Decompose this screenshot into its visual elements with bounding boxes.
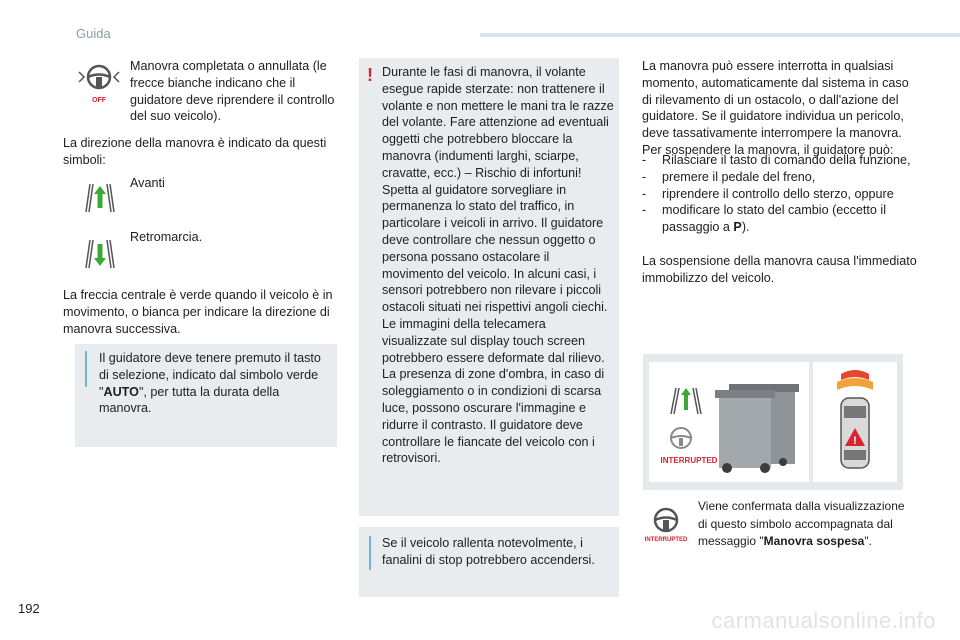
interrupted-illustration <box>643 354 903 490</box>
header-bar <box>480 33 960 37</box>
svg-text:!: ! <box>853 435 857 447</box>
svg-text:OFF: OFF <box>92 97 106 104</box>
forward-arrow-icon <box>80 182 120 214</box>
brake-lights-note-box <box>359 527 619 597</box>
svg-text:INTERRUPTED: INTERRUPTED <box>644 537 688 543</box>
warning-icon: ! <box>367 65 373 85</box>
display-screen-illustration <box>649 362 809 482</box>
watermark: carmanualsonline.info <box>711 608 936 633</box>
note-bar <box>85 351 87 387</box>
reverse-arrow-icon <box>80 238 120 270</box>
arrow-color-text: La freccia centrale è verde quando il veicolo è in movimento, o bianca per indicare la direzione di manovra successiva. <box>63 288 333 336</box>
suspension-text: La sospensione della manovra causa l'immediato immobilizzo del veicolo. <box>642 254 917 285</box>
svg-text:INTERRUPTED: INTERRUPTED <box>660 456 718 465</box>
auto-note-box <box>75 344 337 447</box>
list-item: - premere il pedale del freno, <box>642 169 917 186</box>
direction-intro-text: La direzione della manovra è indicato da questi simboli: <box>63 136 327 167</box>
maneuver-done-text: Manovra completata o annullata (le frecce bianche indicano che il guidatore deve riprendere il controllo del suo veicolo). <box>130 59 335 124</box>
interrupt-intro-text: La manovra può essere interrotta in qualsiasi momento, automaticamente dal sistema in caso di rilevamento di un ostacolo, o dall'azione del guidatore. Se il guidatore individua un pericolo, deve tassativamente interrompere la manovra. Per sospendere la manovra, il guidatore può: <box>642 59 909 157</box>
note-bar <box>369 536 371 570</box>
list-item: - modificare lo stato del cambio (eccetto il passaggio a P). <box>642 202 917 236</box>
warning-box <box>359 58 619 516</box>
list-item: - riprendere il controllo dello sterzo, oppure <box>642 186 917 203</box>
gear-p-label: P <box>733 220 742 235</box>
manovra-sospesa-message: Manovra sospesa <box>763 534 865 548</box>
forward-label: Avanti <box>130 176 165 190</box>
page-number: 192 <box>18 601 40 616</box>
steering-interrupted-icon <box>642 506 690 544</box>
warning-text: Durante le fasi di manovra, il volante esegue rapide sterzate: non trattenere il volante e non mettere le mani tra le razze del volante. Fare attenzione ad eventuali oggetti che potrebbero bloccare la manovra (indumenti larghi, sciarpe, cravatte, ecc.) – Rischio di infortuni! Spetta al guidatore sorvegliare in permanenza lo stato del traffico, in particolare i veicoli in arrivo. Il guidatore deve controllare che nessun oggetto o persona possano ostacolare il movimento del veicolo. In alcuni casi, i sensori potrebbero non rilevare i piccoli ostacoli situati nei rispettivi angoli ciechi. Le immagini della telecamera visualizzate sul display touch screen potrebbero essere deformate dal rilievo. La presenza di zone d'ombra, in caso di soleggiamento o in condizioni di scarsa luce, possono oscurare l'immagine e ridurre il contrasto. Il guidatore deve controllare le fiancate del veicolo con i retrovisori. <box>382 65 614 466</box>
brake-lights-note-text: Se il veicolo rallenta notevolmente, i fanalini di stop potrebbero accendersi. <box>382 536 595 567</box>
confirm-text: Viene confermata dalla visualizzazione di questo simbolo accompagnata dal messaggio "Manovra sospesa". <box>698 499 905 548</box>
header-title: Guida <box>76 26 111 41</box>
car-topview-illustration <box>813 362 897 482</box>
reverse-label: Retromarcia. <box>130 230 203 244</box>
suspend-steps-list <box>642 152 917 236</box>
auto-note-text: Il guidatore deve tenere premuto il tasto di selezione, indicato dal simbolo verde "AUTO", per tutta la durata della manovra. <box>99 351 321 416</box>
auto-keyword: AUTO <box>103 384 139 399</box>
steering-off-icon <box>76 62 122 106</box>
list-item: - Rilasciare il tasto di comando della funzione, <box>642 152 917 169</box>
